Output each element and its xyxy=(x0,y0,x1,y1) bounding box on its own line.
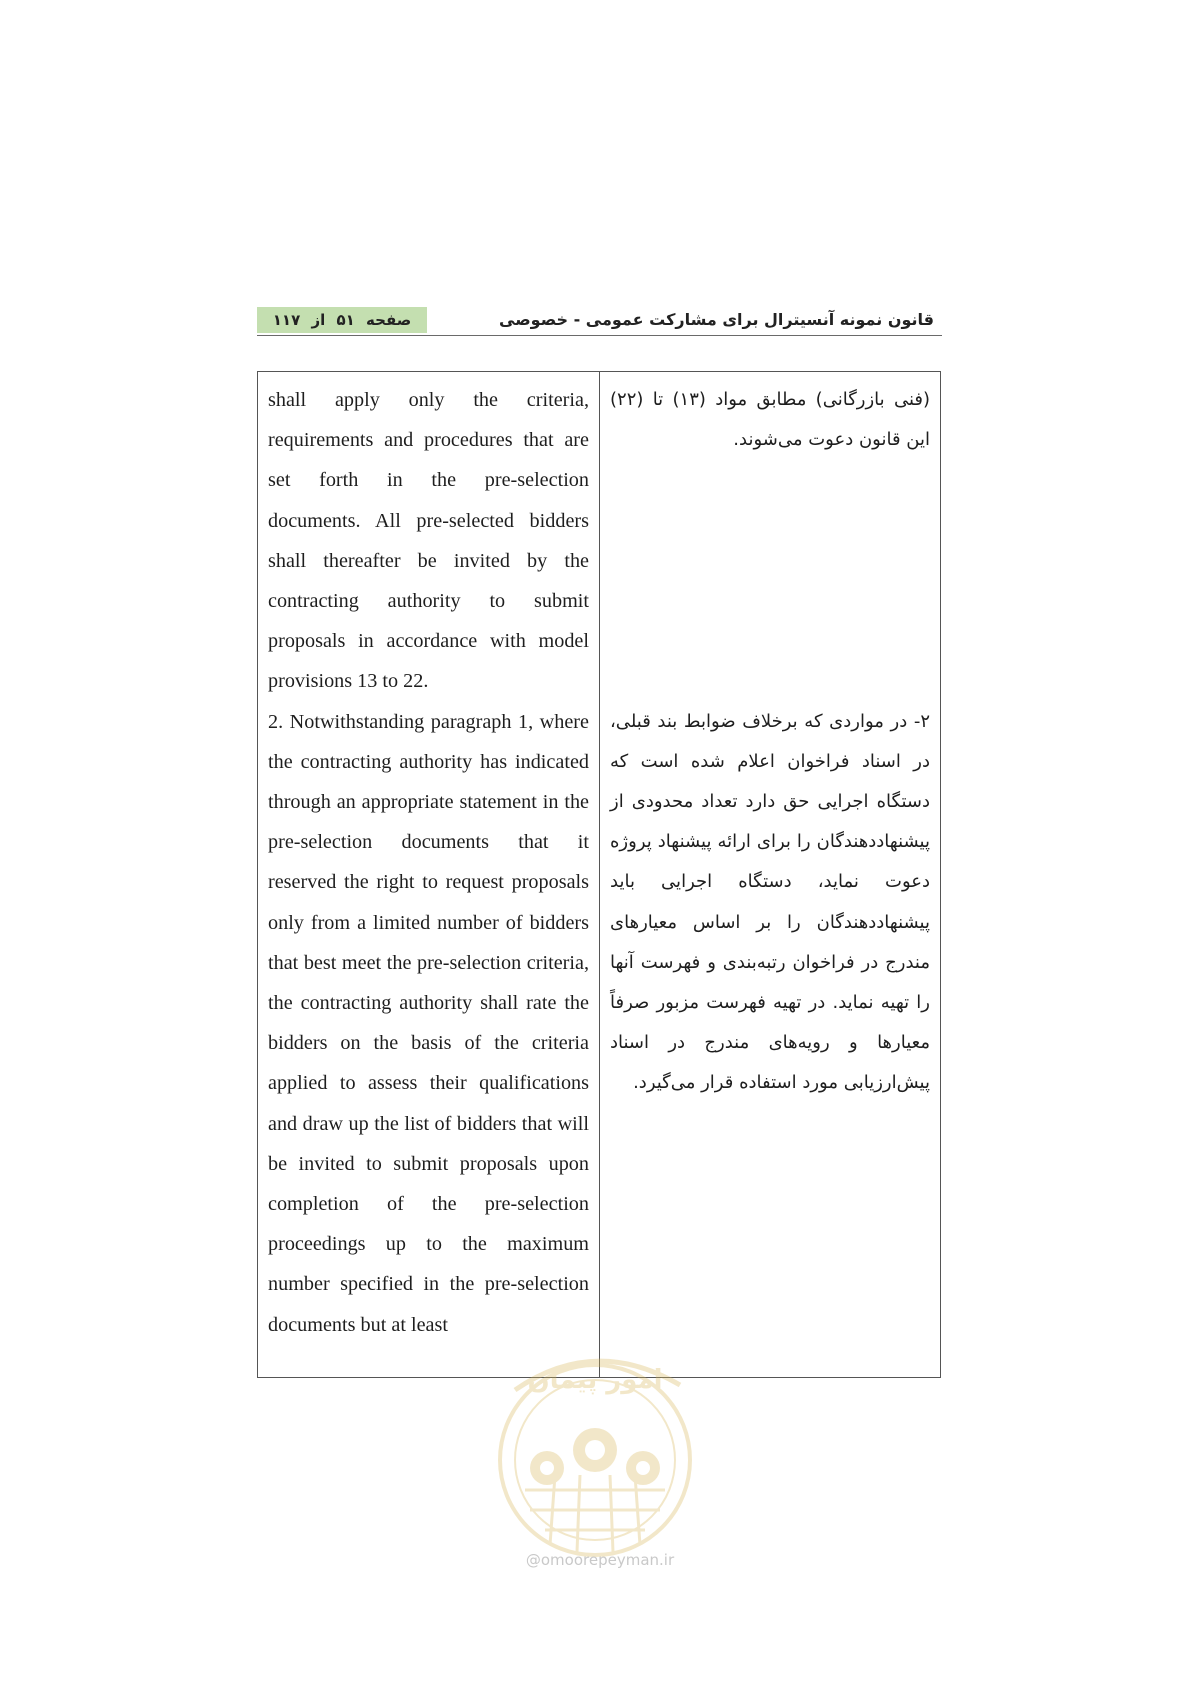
persian-paragraph-1: (فنی بازرگانی) مطابق مواد (۱۳) تا (۲۲) این قانون دعوت می‌شوند. xyxy=(610,389,931,451)
omoorepeyman-seal-icon xyxy=(485,1340,705,1570)
page-number-badge xyxy=(257,307,427,333)
page-number: ۵۱ xyxy=(336,311,355,329)
english-paragraph-1: shall apply only the criteria, requirements and procedures that are set forth in the pre-selection documents. All pre-selected bidders shall thereafter be invited by the contracting authority to submit proposals in accordance with model provisions 13 to 22. xyxy=(268,389,589,693)
document-title: قانون نمونه آنسیترال برای مشارکت عمومی - خصوصی xyxy=(499,310,934,329)
english-column xyxy=(258,372,600,1377)
page-header xyxy=(257,305,942,336)
persian-column xyxy=(600,372,940,1377)
english-paragraph-2: 2. Notwithstanding paragraph 1, where the contracting authority has indicated through an appropriate statement in the pre-selection documents that it reserved the right to request proposals only from a limited number of bidders that best meet the pre-selection criteria, the contracting authority shall rate the bidders on the basis of the criteria applied to assess their qualifications and draw up the list of bidders that will be invited to submit proposals upon completion of the pre-selection proceedings up to the maximum number specified in the pre-selection documents but at least xyxy=(268,710,589,1336)
total-pages: ۱۱۷ xyxy=(272,311,301,329)
watermark-url: @omoorepeyman.ir xyxy=(525,1551,675,1569)
persian-paragraph-2: ۲- در مواردی که برخلاف ضوابط بند قبلی، در اسناد فراخوان اعلام شده است که دستگاه اجرایی حق دارد تعداد محدودی از پیشنهاددهندگان را برای ارائه پیشنهاد پروژه دعوت نماید، دستگاه اجرایی باید پیشنهاددهندگان را بر اساس معیارهای مندرج در فراخوان رتبه‌بندی و فهرست آنها را تهیه نماید. در تهیه فهرست مزبور صرفاً معیارها و رویه‌های مندرج در اسناد پیش‌ارزیابی مورد استفاده قرار می‌گیرد. xyxy=(610,710,930,1094)
logo-text: امور پیمان xyxy=(527,1365,663,1395)
of-word: از xyxy=(311,311,326,329)
page-word: صفحه xyxy=(366,311,412,329)
bilingual-table xyxy=(257,371,941,1378)
